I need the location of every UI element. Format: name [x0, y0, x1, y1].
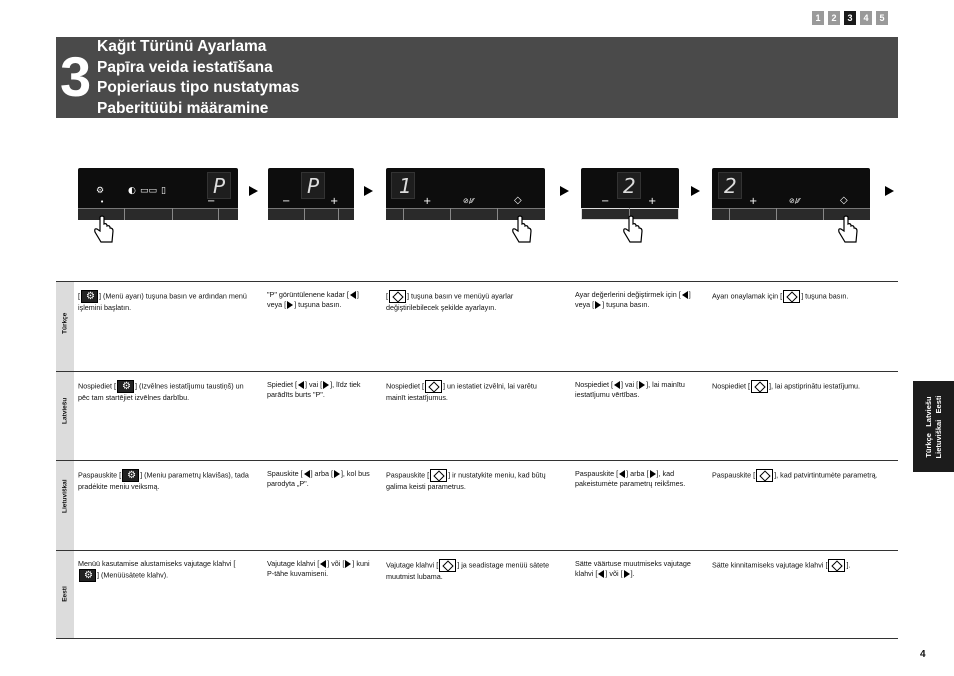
- reduce-icon: ⊘/⁄⁄: [789, 197, 800, 205]
- pointing-hand-icon: [836, 215, 860, 245]
- section-header: [56, 37, 898, 118]
- instruction-text: ] kuni P-tähe kuvamiseni.: [267, 558, 370, 578]
- table-row: [56, 281, 898, 371]
- section-titles: [97, 37, 299, 119]
- instruction-text: Nospiediet [: [575, 379, 613, 389]
- left-key-icon: [619, 470, 625, 478]
- start-key-icon: [439, 559, 456, 572]
- control-panel-3: [386, 168, 545, 220]
- instruction-text: Sätte väärtuse muutmiseks vajutage klahvi [: [575, 558, 691, 578]
- instruction-text: ] vai [: [620, 379, 639, 389]
- display-digit: 2: [623, 174, 636, 198]
- title-latvian: Papīra veida iestatīšana: [97, 58, 273, 76]
- language-column: [56, 282, 74, 371]
- left-key-icon: [682, 291, 688, 299]
- right-key-icon: [334, 470, 340, 478]
- instruction-cell: [712, 380, 887, 393]
- instruction-cell: [78, 290, 250, 313]
- instruction-text: ] tuşuna basın.: [602, 300, 650, 309]
- instruction-cell: [575, 469, 695, 489]
- plus-icon: +: [423, 196, 432, 207]
- language-label: Lietuviškai: [61, 479, 69, 514]
- plus-icon: +: [648, 196, 657, 207]
- language-label: Eesti: [61, 586, 69, 603]
- instruction-cell: [712, 559, 887, 572]
- instruction-cell: [712, 469, 887, 482]
- language-label: Türkçe: [61, 312, 69, 335]
- left-key-icon: [298, 381, 304, 389]
- instruction-text: Spiediet [: [267, 379, 297, 389]
- gear-icon: ⚙: [96, 186, 105, 196]
- digit-display: [391, 172, 415, 199]
- copy-icon: ▭▭: [140, 186, 158, 196]
- instruction-cell: [386, 559, 556, 582]
- page-tab-1[interactable]: 1: [812, 11, 824, 25]
- next-step-arrow: [691, 186, 700, 196]
- table-row: [56, 371, 898, 461]
- right-key-icon: [650, 470, 656, 478]
- control-panel-4: [581, 168, 679, 220]
- instruction-text: ] ja seadistage menüü sätete muutmist lubama.: [386, 559, 550, 581]
- paper-icon: ▯: [161, 186, 166, 196]
- plus-icon: +: [749, 196, 758, 207]
- language-column: [56, 372, 74, 461]
- button-divider: [450, 208, 451, 220]
- reduce-icon: ⊘/⁄⁄: [463, 197, 474, 205]
- instruction-text: Vajutage klahvi [: [267, 558, 320, 568]
- instruction-cell: [575, 380, 695, 400]
- instruction-text: ] tuşuna basın.: [294, 300, 342, 309]
- instruction-cell: [712, 290, 887, 303]
- left-key-icon: [350, 291, 356, 299]
- instruction-text: Menüü kasutamise alustamiseks vajutage klahvi [: [78, 558, 236, 568]
- instruction-text: Sätte kinnitamiseks vajutage klahvi [: [712, 559, 828, 569]
- button-divider: [218, 208, 219, 220]
- instruction-cell: [267, 559, 375, 579]
- minus-icon: −: [601, 196, 610, 207]
- instruction-text: ] (Meniu parametrų klavišas), tada pradėkite meniu veiksmą.: [78, 470, 249, 491]
- start-key-icon: [430, 469, 447, 482]
- instruction-text: Vajutage klahvi [: [386, 559, 439, 569]
- start-key-icon: [756, 469, 773, 482]
- button-divider: [497, 208, 498, 220]
- minus-icon: −: [207, 196, 216, 207]
- instruction-text: ] (Menü ayarı) tuşuna basın ve ardından menü işlemini başlatın.: [78, 291, 247, 312]
- button-divider: [338, 208, 339, 220]
- next-step-arrow: [249, 186, 258, 196]
- page-tab-3[interactable]: 3: [844, 11, 856, 25]
- button-bar: [268, 208, 354, 220]
- next-step-arrow: [560, 186, 569, 196]
- instruction-text: ] tuşuna basın.: [801, 291, 849, 301]
- next-step-arrow: [364, 186, 373, 196]
- instruction-text: ], kad patvirtintumėte parametrą.: [774, 470, 878, 480]
- right-key-icon: [287, 301, 293, 309]
- language-label: Latviešu: [61, 397, 69, 424]
- display-digit: 1: [399, 174, 412, 198]
- instruction-text: Ayarı onaylamak için [: [712, 291, 783, 301]
- table-row: [56, 550, 898, 640]
- pointing-hand-icon: [621, 215, 645, 245]
- start-key-icon: [751, 380, 768, 393]
- left-key-icon: [614, 381, 620, 389]
- right-key-icon: [624, 570, 630, 578]
- instruction-text: Paspauskite [: [78, 470, 122, 480]
- digit-display: [301, 172, 325, 199]
- instruction-text: Nospiediet [: [386, 380, 424, 390]
- dot-icon: •: [100, 198, 105, 206]
- display-digit: P: [213, 174, 226, 198]
- button-divider: [304, 208, 305, 220]
- instruction-text: [: [78, 291, 80, 301]
- instruction-text: ] vai [: [304, 379, 323, 389]
- instruction-text: ], kol bus parodyta „P".: [267, 469, 370, 488]
- right-key-icon: [639, 381, 645, 389]
- instruction-text: ], lai apstiprinātu iestatījumu.: [768, 380, 861, 390]
- control-panel-5: [712, 168, 870, 220]
- title-turkish: Kağıt Türünü Ayarlama: [97, 38, 267, 55]
- left-key-icon: [320, 560, 326, 568]
- right-key-icon: [595, 301, 601, 309]
- menu-key-icon: [81, 290, 98, 303]
- start-key-icon: [389, 290, 406, 303]
- control-panel-2: [268, 168, 354, 220]
- instruction-cell: [386, 290, 556, 313]
- plus-icon: +: [330, 196, 339, 207]
- instruction-text: Nospiediet [: [712, 380, 750, 390]
- start-icon: ◇: [514, 195, 522, 206]
- instruction-text: ] või [: [605, 568, 623, 578]
- instruction-cell: [267, 469, 375, 489]
- instruction-cell: [78, 380, 250, 403]
- title-estonian: Paberitüübi määramine: [97, 99, 269, 117]
- page-tab-2[interactable]: 2: [828, 11, 840, 25]
- instruction-text: "P" görüntülenene kadar [: [267, 290, 349, 299]
- button-divider: [172, 208, 173, 220]
- instruction-text: ] (Menüüsätete klahv).: [97, 569, 169, 579]
- instruction-cell: [267, 380, 375, 400]
- page-tab-4[interactable]: 4: [860, 11, 872, 25]
- instruction-text: ] ir nustatykite meniu, kad būtų galima keisti parametrus.: [386, 470, 546, 491]
- instruction-cell: [78, 469, 250, 492]
- instruction-cell: [575, 290, 695, 310]
- instruction-text: ] arba [: [310, 469, 333, 478]
- instruction-cell: [386, 469, 556, 492]
- language-column: [56, 461, 74, 550]
- instruction-text: ] või [: [327, 558, 345, 568]
- digit-display: [207, 172, 231, 199]
- language-column: [56, 551, 74, 639]
- side-tab-text: [924, 395, 944, 458]
- left-key-icon: [598, 570, 604, 578]
- instruction-text: ], kad pakeistumėte parametrų reikšmes.: [575, 469, 686, 488]
- instruction-text: ] arba [: [626, 469, 649, 478]
- instruction-text: Paspauskite [: [575, 469, 619, 478]
- button-divider: [729, 208, 730, 220]
- display-digit: P: [307, 174, 320, 198]
- menu-key-icon: [79, 569, 96, 582]
- side-tab-line-2: Lietuviškai Eesti: [933, 395, 943, 458]
- instruction-text: ], līdz tiek parādīts burts "P".: [267, 379, 361, 399]
- digit-display: [718, 172, 742, 199]
- button-divider: [823, 208, 824, 220]
- digit-display: [617, 172, 641, 199]
- instruction-text: Spauskite [: [267, 469, 303, 478]
- instruction-cell: [386, 380, 556, 403]
- page-tab-5[interactable]: 5: [876, 11, 888, 25]
- instruction-cell: [575, 559, 695, 579]
- control-panel-1: [78, 168, 238, 220]
- left-key-icon: [304, 470, 310, 478]
- pointing-hand-icon: [92, 215, 116, 245]
- right-key-icon: [345, 560, 351, 568]
- start-key-icon: [828, 559, 845, 572]
- instruction-text: Nospiediet [: [78, 380, 116, 390]
- side-tab-line-1: Türkçe Latviešu: [923, 395, 933, 458]
- instruction-cell: [78, 559, 250, 582]
- pointing-hand-icon: [510, 215, 534, 245]
- instruction-text: Paspauskite [: [712, 470, 756, 480]
- instruction-text: ] (Izvēlnes iestatījumu taustiņš) un pēc tam startējiet izvēlnes darbību.: [78, 380, 244, 402]
- table-row: [56, 460, 898, 550]
- minus-icon: −: [282, 196, 291, 207]
- contrast-icon: ◐: [128, 186, 136, 196]
- title-lithuanian: Popieriaus tipo nustatymas: [97, 79, 300, 96]
- instruction-text: ] veya [: [575, 290, 691, 309]
- instruction-text: Paspauskite [: [386, 470, 430, 480]
- instruction-text: ] tuşuna basın ve menüyü ayarlar değiştirilebilecek şekilde ayarlayın.: [386, 291, 514, 312]
- page-number: 4: [920, 649, 926, 660]
- menu-key-icon: [117, 380, 134, 393]
- button-divider: [776, 208, 777, 220]
- start-key-icon: [783, 290, 800, 303]
- start-icon: ◇: [840, 195, 848, 206]
- instruction-text: Ayar değerlerini değiştirmek için [: [575, 290, 681, 299]
- instruction-text: ] un iestatiet izvēlni, lai varētu mainīt iestatījumus.: [386, 380, 537, 402]
- right-key-icon: [323, 381, 329, 389]
- instruction-text: ] veya [: [267, 290, 359, 309]
- page-tabs: [812, 11, 888, 25]
- button-divider: [403, 208, 404, 220]
- language-side-tab[interactable]: [913, 381, 954, 472]
- instructions-table: [56, 281, 898, 639]
- display-digit: 2: [724, 174, 737, 198]
- instruction-text: ], lai mainītu iestatījumu vērtības.: [575, 379, 685, 399]
- instruction-text: [: [386, 291, 388, 301]
- step-number: 3: [60, 45, 92, 108]
- start-key-icon: [425, 380, 442, 393]
- instruction-cell: [267, 290, 375, 310]
- instruction-text: ].: [630, 568, 635, 578]
- instruction-text: ].: [846, 559, 851, 569]
- menu-key-icon: [122, 469, 139, 482]
- button-divider: [124, 208, 125, 220]
- next-step-arrow: [885, 186, 894, 196]
